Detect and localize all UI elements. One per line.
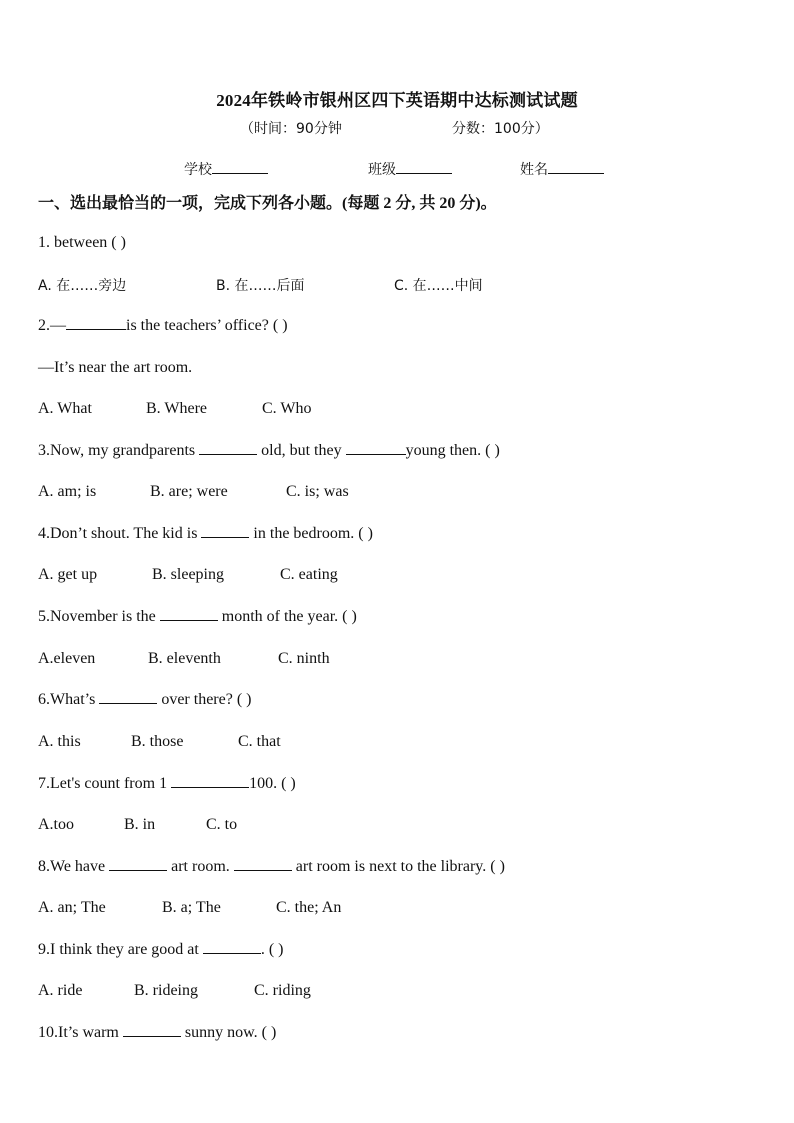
time-label: （时间：90分钟 [240, 121, 342, 137]
answer-blank[interactable] [66, 328, 126, 330]
answer-blank[interactable] [234, 869, 292, 871]
name-label: 姓名 [520, 162, 548, 178]
option-c[interactable]: C. to [206, 816, 238, 833]
page-title: 2024年铁岭市银州区四下英语期中达标测试试题 [216, 91, 578, 110]
school-field [184, 159, 268, 179]
question-6 [38, 691, 252, 709]
option-a[interactable]: A. an; The [38, 899, 106, 916]
option-a[interactable]: A. What [38, 400, 92, 417]
option-b[interactable]: B. those [131, 733, 184, 750]
question-5-options [38, 650, 330, 668]
question-8 [38, 858, 505, 876]
option-c[interactable]: C. ninth [278, 650, 330, 667]
question-8-text: art room. [167, 858, 234, 875]
question-7-text: 100. ( ) [249, 775, 296, 792]
question-4-text: in the bedroom. ( ) [249, 525, 373, 542]
answer-blank[interactable] [201, 536, 249, 538]
answer-blank[interactable] [346, 453, 406, 455]
option-c[interactable]: C. that [238, 733, 281, 750]
option-a[interactable]: A. this [38, 733, 81, 750]
school-blank[interactable] [212, 172, 268, 174]
question-9-text: 9.I think they are good at [38, 941, 203, 958]
class-label: 班级 [368, 162, 396, 178]
question-5-text: month of the year. ( ) [217, 608, 357, 625]
answer-blank[interactable] [123, 1035, 181, 1037]
option-b[interactable]: B. a; The [162, 899, 221, 916]
question-3-text: old, but they [257, 442, 346, 459]
answer-blank[interactable] [199, 453, 257, 455]
answer-blank[interactable] [160, 619, 218, 621]
question-4 [38, 525, 373, 543]
question-2-reply: —It’s near the art room. [38, 359, 193, 376]
question-10-text: sunny now. ( ) [180, 1024, 277, 1041]
question-2-text: 2.— [38, 317, 66, 334]
question-10-text: 10.It’s warm [38, 1024, 123, 1041]
question-1: 1. between ( ) [38, 234, 126, 251]
option-a[interactable]: A. 在……旁边 [38, 278, 127, 294]
option-b[interactable]: B. sleeping [152, 566, 224, 583]
question-3 [38, 442, 500, 460]
option-b[interactable]: B. eleventh [148, 650, 221, 667]
question-6-text: 6.What’s [38, 691, 100, 708]
option-c[interactable]: C. eating [280, 566, 338, 583]
option-b[interactable]: B. in [124, 816, 156, 833]
option-b[interactable]: B. Where [146, 400, 208, 417]
option-c[interactable]: C. 在……中间 [394, 278, 483, 294]
question-3-options [38, 483, 349, 501]
question-1-options [38, 275, 483, 295]
question-2-text: is the teachers’ office? ( ) [126, 317, 288, 334]
question-10 [38, 1024, 276, 1042]
question-2 [38, 317, 288, 335]
answer-blank[interactable] [99, 702, 157, 704]
class-field [368, 159, 452, 179]
option-a[interactable]: A. am; is [38, 483, 97, 500]
question-5-text: 5.November is the [38, 608, 160, 625]
question-7 [38, 775, 296, 793]
option-a[interactable]: A.eleven [38, 650, 96, 667]
answer-blank[interactable] [171, 786, 249, 788]
question-2-options [38, 400, 311, 418]
school-label: 学校 [184, 162, 212, 178]
question-9 [38, 941, 284, 959]
question-8-options [38, 899, 341, 917]
question-7-text: 7.Let's count from 1 [38, 775, 172, 792]
question-4-text: 4.Don’t shout. The kid is [38, 525, 202, 542]
option-a[interactable]: A.too [38, 816, 74, 833]
class-blank[interactable] [396, 172, 452, 174]
score-label: 分数：100分） [452, 121, 549, 137]
question-8-text: 8.We have [38, 858, 110, 875]
question-3-text: young then. ( ) [405, 442, 500, 459]
option-c[interactable]: C. riding [254, 982, 311, 999]
question-8-text: art room is next to the library. ( ) [291, 858, 505, 875]
question-5 [38, 608, 357, 626]
option-a[interactable]: A. ride [38, 982, 83, 999]
name-blank[interactable] [548, 172, 604, 174]
section-heading: 一、选出最恰当的一项，完成下列各小题。(每题 2 分, 共 20 分)。 [38, 195, 497, 212]
question-6-text: over there? ( ) [157, 691, 252, 708]
option-c[interactable]: C. is; was [286, 483, 349, 500]
option-c[interactable]: C. Who [262, 400, 312, 417]
name-field [520, 159, 604, 179]
answer-blank[interactable] [203, 952, 261, 954]
question-9-text: . ( ) [260, 941, 284, 958]
question-3-text: 3.Now, my grandparents [38, 442, 200, 459]
option-b[interactable]: B. 在……后面 [216, 278, 305, 294]
question-9-options [38, 982, 311, 1000]
option-a[interactable]: A. get up [38, 566, 98, 583]
option-c[interactable]: C. the; An [276, 899, 342, 916]
option-b[interactable]: B. rideing [134, 982, 198, 999]
option-b[interactable]: B. are; were [150, 483, 228, 500]
question-7-options [38, 816, 237, 834]
answer-blank[interactable] [109, 869, 167, 871]
question-4-options [38, 566, 338, 584]
question-6-options [38, 733, 281, 751]
